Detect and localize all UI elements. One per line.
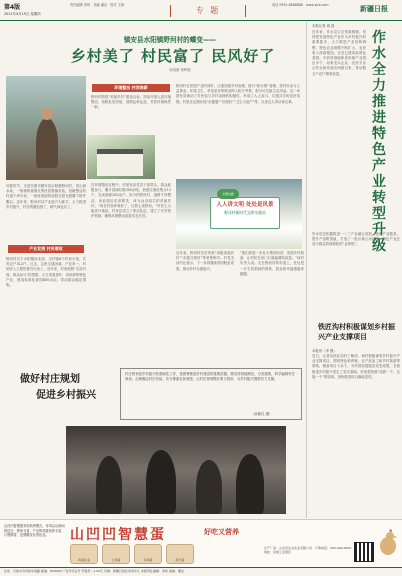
masthead-logo: 新疆日报 <box>360 4 388 13</box>
egg-product-row <box>70 544 196 562</box>
sidebar-text-1: 近年来，作水县立足资源禀赋，坚持把发展特色产业作为乡村振兴的重要抓手，大力推进产业结构调整，特色农业规模不断扩大，农民收入持续增加。全县已建成标准化茶园、中药材基地和食用菌产业园区多个，培育龙头企业、农民专业合作社和家庭农场数百家，带动数万户农户增收致富。 <box>312 30 366 76</box>
page-header <box>0 0 402 22</box>
sidebar-author-2: 本报讯（李 强） <box>312 349 337 353</box>
subhead-environment: 环境整治 村容焕新 <box>114 85 148 90</box>
farmer-head <box>41 108 53 120</box>
subhead-industry: 产业发展 村民增收 <box>29 246 63 251</box>
civilization-poster <box>210 192 280 229</box>
header-contact: 电话 0991-8888888 www.xjrb.com <box>272 3 329 7</box>
egg-product-box <box>166 544 194 564</box>
article-byline: 杨成康 杨晖强 <box>169 68 191 72</box>
sidebar-author: 本报记者 周 凯 <box>312 24 335 28</box>
egg-product-label: 土鸡蛋 <box>111 558 121 562</box>
footer-text: 社址：乌鲁木齐市新华南路 邮编：830000 广告许可证号 零售价：1.50元 印刷：新疆日报社印务中心 本版责任编辑：李炜 美编：潘洁 <box>4 569 184 573</box>
ad-description: 山凹凹智慧蛋采用散养模式，母鸡以山林间的昆虫、野草为食，产出的鸡蛋营养丰富、口感醇香，是馈赠亲友的佳品。 <box>4 524 65 538</box>
sidebar-text-3: 近日，记者从铁匠沟村了解到，该村积极谋划乡村振兴产业支撑项目，围绕特色种养殖、农产品加工和乡村旅游等领域，储备项目十余个，为巩固拓展脱贫攻坚成果、全面推进乡村振兴奠定了坚实基础。村里将按照“成熟一个、实施一个”的原则，加快推进项目落地见效。 <box>312 354 400 379</box>
feature2-quote: 村庄规划是乡村振兴的基础性工作，是统筹推进乡村建设的重要依据。要坚持因地制宜、分类施策，科学编制村庄规划，合理确定村庄布局，充分尊重农民意愿，让村庄规划既好看又管用，为乡村振兴提供有力支撑。 <box>125 372 295 382</box>
section-box <box>170 5 246 17</box>
article-column-b: 在环境整治过程中，村里发动党员干部带头，群众积极参与，累计清理垃圾300余吨，新建垃圾收集点12个，完成改厕200余户。如今的野河村，道路干净整洁，房前屋后花草繁茂，成为远近闻名的美丽乡村。“现在村里环境好了，住着心里舒坦。”村民王大姐高兴地说。村里还成立了保洁队伍，建立了长效管护机制，确保环境整治成果常态长效。 <box>91 183 171 219</box>
egg-product-box <box>134 544 162 564</box>
ad-title: 山凹凹智慧蛋 <box>70 527 166 543</box>
photo-planning-meeting <box>66 426 286 514</box>
sidebar-vertical-headline: 作水全力推进特色产业转型升级 <box>372 30 386 254</box>
feature2-quote-box <box>120 368 302 420</box>
issue-date: 2021年4月15日 星期四 <box>4 12 41 16</box>
photo-civilization-poster <box>176 179 302 249</box>
farmer-figure <box>36 118 58 168</box>
sidebar-headline-2: 铁匠沟村积极谋划乡村振兴产业支撑项目 <box>318 323 395 341</box>
egg-product-label: 乌鸡蛋 <box>143 558 153 562</box>
poster-title: 人人讲文明 处处是风景 <box>216 202 274 208</box>
person-figure-4 <box>236 454 264 514</box>
article-column-a: 野河村位于水阳镇西北部，全村辖6个村民小组，共有农户312户。过去，这里交通闭塞，产业单一，村民收入主要依靠外出务工。近年来，村里按照“支部引领、群众参与”的思路，大力发展茶叶、食用菌等特色产业，建成标准化茶园800余亩，带动群众稳定增收。 <box>6 257 86 288</box>
header-rule <box>0 20 402 21</box>
article-kicker: 镇安县水阳镇野河村的蝶变—— <box>123 36 217 44</box>
person-figure-1 <box>96 456 122 514</box>
section-label: 专 题 <box>195 6 221 15</box>
article-column-e: “我们将进一步壮大集体经济，发展乡村旅游，让村民在家门口就能增收致富。”该村负责人说。走在野河村的村道上，处处是一片生机勃勃的景象，群众的幸福感越来越强。 <box>240 251 304 276</box>
house-shape <box>97 149 143 176</box>
article-intro: 初夏时节，走进安康市镇安县水阳镇野河村，青山绿水间，一排排粉墙黛瓦的民居错落有致，宽敞整洁的村道干净平坦，一座座美丽的庭院在阳光照耀下格外醒目。近年来，野河村以产业振兴为抓手，大力推进乡村振兴，村民的腰包鼓了，精气神也足了。 <box>6 184 86 209</box>
ad-contact-info: 生产厂家：山凹凹生态农业有限公司 订购电话：400-000-0000 地址：县城工业园区 <box>264 546 355 555</box>
article-column-d: 近年来，野河村先后荣获“省级美丽乡村”“市级文明村”等荣誉称号。村党支部书记表示，下一步将继续巩固脱贫成果，推动乡村全面振兴。 <box>176 251 234 271</box>
egg-product-box <box>70 544 98 564</box>
egg-advertisement <box>0 519 402 568</box>
article-column-c: 野河村在发展产业的同时，注重加强乡村治理，推行“积分制”管理，将村民参与公益事业、环境卫生、孝老爱亲等情况纳入积分考核，积分可兑换生活用品。这一举措有效调动了村民参与乡村治理的积极性，形成了人人参与、共建共享的良好氛围。村里还定期评选“好婆婆”“好媳妇”“卫生示范户”等，以身边人带动身边事。 <box>176 84 300 104</box>
person-figure-2 <box>146 450 176 514</box>
photo-tea-farmer <box>6 76 86 180</box>
feature2-photo-credit: （孙新红 摄） <box>251 412 273 416</box>
ad-slogan: 好吃又营养 <box>204 528 239 536</box>
hen-icon <box>378 528 398 558</box>
egg-product-label: 鸡蛋礼盒 <box>77 558 90 562</box>
feature2-headline-line2: 促进乡村振兴 <box>36 390 96 401</box>
article-headline: 乡村美了 村民富了 民风好了 <box>70 47 276 65</box>
sidebar-divider <box>306 22 307 518</box>
sidebar-text-2: 作水县还积极推进一二三产业融合发展，延伸产业链条，提升产品附加值，打造了一批区域公用品牌，特色产业正成为群众持续增收的“金钥匙”。 <box>312 232 400 247</box>
qr-code-icon <box>354 542 374 562</box>
editor-credits: 责任编辑 李炜 美编 潘洁 校对 王婧 <box>70 3 125 7</box>
feature2-headline-line1: 做好村庄规划 <box>20 374 80 385</box>
egg-product-label: 绿壳蛋 <box>175 558 185 562</box>
article-column-b-top: 野河村围绕“美丽乡村”建设目标，持续开展人居环境整治，拆除危旧房屋、清理乱堆乱放，村容村貌焕然一新。 <box>91 95 171 110</box>
person-figure-3 <box>196 460 222 514</box>
poster-tagline: 野河村新时代文明实践站 <box>224 210 266 215</box>
poster-badge: 文明实践 <box>217 189 239 199</box>
photo-village-house <box>87 135 155 179</box>
page-number: 第4版 <box>4 4 21 11</box>
egg-product-box <box>102 544 130 564</box>
